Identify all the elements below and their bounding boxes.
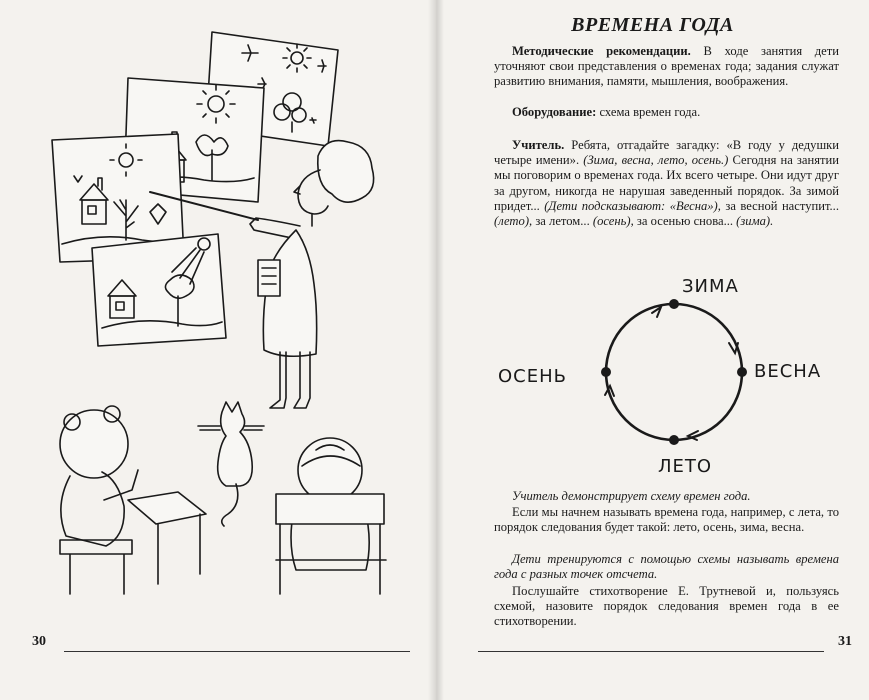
teacher-lead: Учитель. [512, 138, 565, 152]
teacher-italic-3: (лето), [494, 214, 533, 229]
paragraph-teacher [494, 138, 839, 229]
teacher-text-3: за весной наступит... [725, 198, 839, 213]
page-title: ВРЕМЕНА ГОДА [571, 14, 734, 36]
footer-line-right [478, 651, 824, 652]
equipment-text: схема времен года. [599, 105, 701, 119]
dot-winter [669, 299, 679, 309]
paragraph-poem: Послушайте стихотворение Е. Трутневой и, пользуясь схемой, назовите порядок следования времен года в ее стихотворении. [494, 584, 839, 629]
paragraph-demonstration: Учитель демонстрирует схему времен года. [512, 489, 751, 503]
methods-text: В ходе занятия дети уточняют свои представления о временах года; задания служат развитию внимания, памяти, мышления, воображения. [494, 44, 840, 89]
teacher-italic-1: (Зима, весна, лето, осень.) [583, 153, 729, 168]
season-autumn-label: ОСЕНЬ [498, 366, 567, 387]
right-page [436, 0, 869, 700]
footer-line-left [64, 651, 410, 652]
teacher-text-5: за осенью снова... [636, 214, 734, 229]
teacher-figure [250, 141, 374, 408]
page-number-right: 31 [838, 634, 852, 649]
season-summer-label: ЛЕТО [658, 456, 713, 477]
equipment-lead: Оборудование: [512, 105, 597, 119]
paragraph-equipment [494, 105, 839, 120]
teacher-italic-2: (Дети подсказывают: «Весна»), [544, 198, 721, 213]
dot-spring [737, 367, 747, 377]
teacher-text-4: за летом... [535, 214, 590, 229]
paragraph-practice: Дети тренируются с помощью схемы называть времена года с разных точек отсчета. [494, 552, 839, 582]
paragraph-methods [494, 44, 839, 90]
methods-lead: Методические рекомендации. [512, 44, 691, 58]
dot-autumn [601, 367, 611, 377]
dot-summer [669, 435, 679, 445]
teacher-text-1: Ребята, отгадайте загадку: «В году у дедушки четыре имени». [494, 138, 839, 168]
child-right-figure [276, 438, 386, 594]
season-spring-label: ВЕСНА [754, 361, 822, 382]
child-left-figure [60, 406, 206, 594]
cycle-circle [606, 304, 742, 440]
teacher-text-2: Сегодня на занятии мы поговорим о временах года. Их всего четыре. Они идут друг за другом, никогда не нарушая заведенный порядок. За зимой придет... [494, 153, 840, 213]
paragraph-order-example: Если мы начнем называть времена года, например, с лета, то порядок следования будет такой: лето, осень, зима, весна. [494, 505, 839, 535]
teacher-italic-4: (осень), [592, 214, 634, 229]
page-number-left: 30 [32, 634, 46, 649]
summer-picture [92, 234, 226, 346]
season-winter-label: ЗИМА [682, 276, 739, 297]
classroom-illustration [0, 0, 436, 630]
teacher-italic-5: (зима). [736, 214, 774, 229]
cat-figure [198, 402, 264, 526]
arrow-right [729, 343, 738, 353]
